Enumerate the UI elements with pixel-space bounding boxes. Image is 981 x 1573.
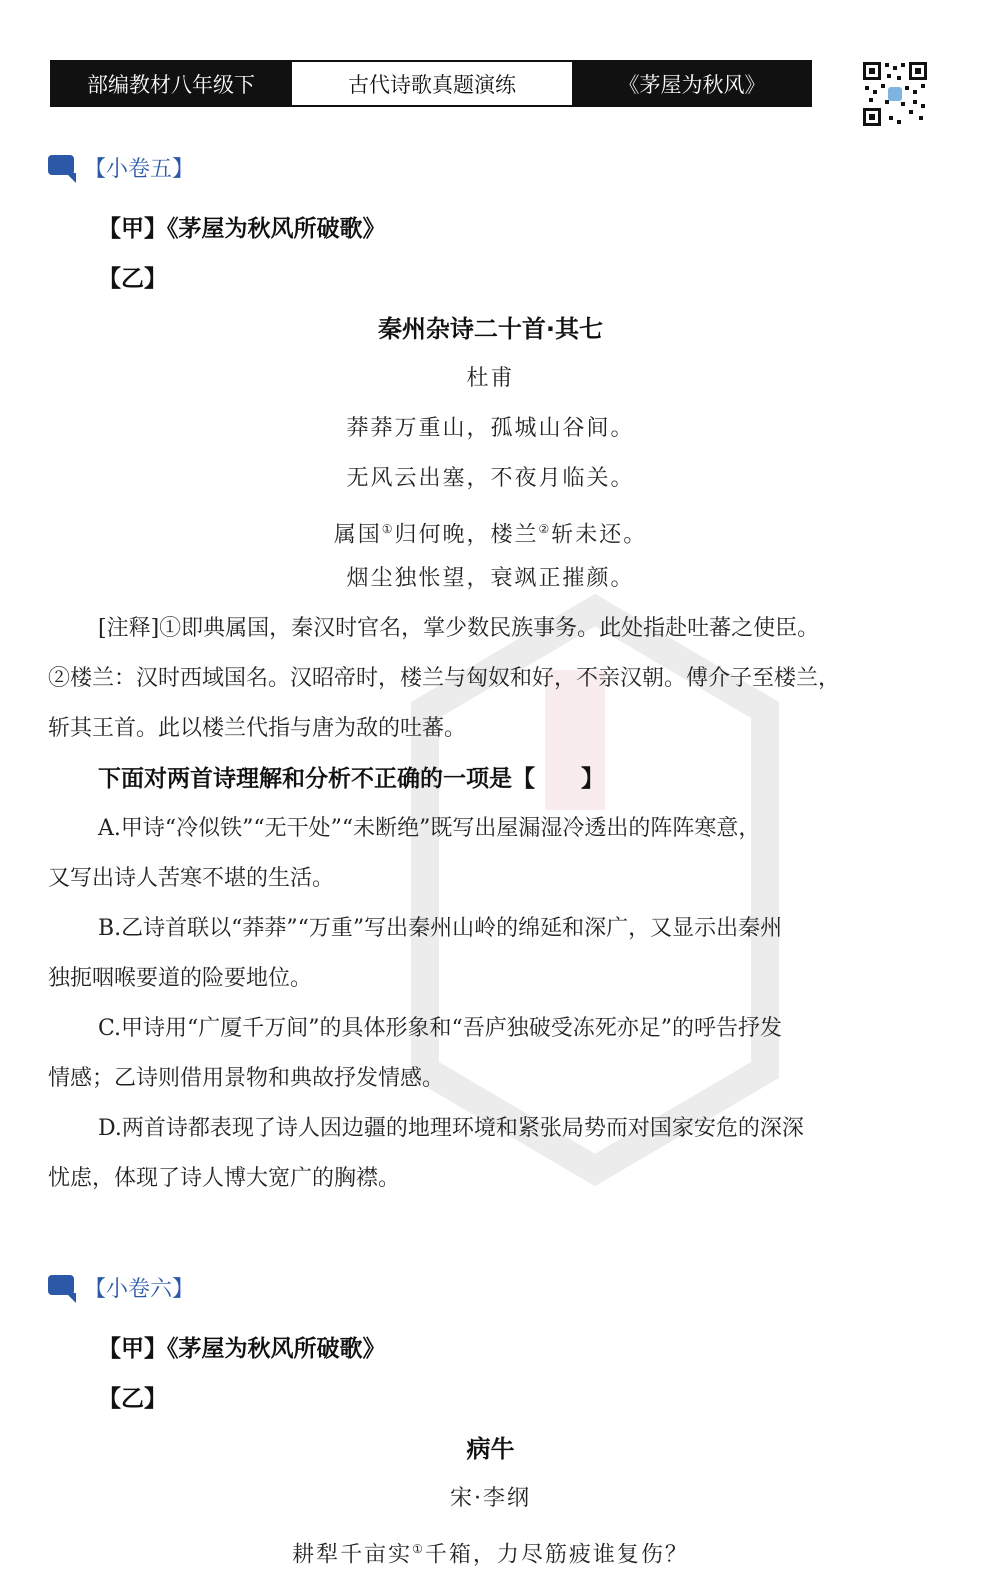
- chat-bubble-icon: [48, 153, 78, 183]
- poem-text: 属国: [333, 522, 382, 548]
- poem-text: 耕犁千亩实: [292, 1542, 413, 1568]
- section6-title: 【小卷六】: [84, 1277, 195, 1302]
- section6-jia: 【甲】《茅屋为秋风所破歌》: [98, 1336, 386, 1362]
- poem-line: [0, 514, 981, 550]
- poem-text: 归何晚，楼兰: [394, 522, 539, 548]
- poem-line: 无风云出塞，不夜月临关。: [346, 466, 635, 491]
- note-marker: ①: [412, 1542, 425, 1556]
- option-d-cont: 忧虑，体现了诗人博大宽广的胸襟。: [48, 1166, 401, 1191]
- header-poem: 《茅屋为秋风》: [574, 62, 810, 105]
- section6-yi: 【乙】: [98, 1386, 167, 1412]
- option-b: B.乙诗首联以“莽莽”“万重”写出秦州山岭的绵延和深广，又显示出秦州: [98, 916, 783, 941]
- note-line: [注释]①即典属国，秦汉时官名，掌少数民族事务。此处指赴吐蕃之使臣。: [98, 616, 820, 641]
- section5-heading: [48, 152, 194, 183]
- option-c: C.甲诗用“广厦千万间”的具体形象和“吾庐独破受冻死亦足”的呼告抒发: [98, 1016, 783, 1041]
- poem-title: 秦州杂诗二十首·其七: [377, 315, 604, 343]
- question-stem: 下面对两首诗理解和分析不正确的一项是【 】: [98, 766, 604, 792]
- option-d: D.两首诗都表现了诗人因边疆的地理环境和紧张局势而对国家安危的深深: [98, 1116, 804, 1141]
- poem-text: 斩未还。: [551, 522, 648, 548]
- poem-line: 烟尘独怅望，衰飒正摧颜。: [346, 566, 635, 591]
- note-line: ②楼兰：汉时西域国名。汉昭帝时，楼兰与匈奴和好，不亲汉朝。傅介子至楼兰，: [48, 666, 841, 691]
- note-marker: ①: [381, 522, 395, 536]
- poem-line: [0, 1534, 981, 1570]
- section5-title: 【小卷五】: [84, 157, 195, 182]
- poem-title: 病牛: [466, 1435, 515, 1463]
- section5-yi: 【乙】: [98, 266, 167, 292]
- qr-code-icon: [861, 60, 929, 128]
- poem-line: 莽莽万重山，孤城山谷间。: [346, 416, 635, 441]
- poem-author: 杜甫: [466, 366, 515, 391]
- note-marker: ②: [538, 522, 552, 536]
- poem-author: 宋·李纲: [450, 1486, 531, 1511]
- section5-jia: 【甲】《茅屋为秋风所破歌》: [98, 216, 386, 242]
- header-bar: [50, 60, 812, 107]
- option-a: A.甲诗“冷似铁”“无干处”“未断绝”既写出屋漏湿冷透出的阵阵寒意，: [98, 816, 761, 841]
- chat-bubble-icon: [48, 1273, 78, 1303]
- note-line: 斩其王首。此以楼兰代指与唐为敌的吐蕃。: [48, 716, 467, 741]
- poem-text: 千箱，力尽筋疲谁复伤？: [424, 1542, 689, 1568]
- option-c-cont: 情感；乙诗则借用景物和典故抒发情感。: [48, 1066, 445, 1091]
- header-topic: 古代诗歌真题演练: [290, 62, 574, 105]
- section6-heading: [48, 1272, 194, 1303]
- header-grade: 部编教材八年级下: [52, 62, 290, 105]
- option-b-cont: 独扼咽喉要道的险要地位。: [48, 966, 313, 991]
- option-a-cont: 又写出诗人苦寒不堪的生活。: [48, 866, 335, 891]
